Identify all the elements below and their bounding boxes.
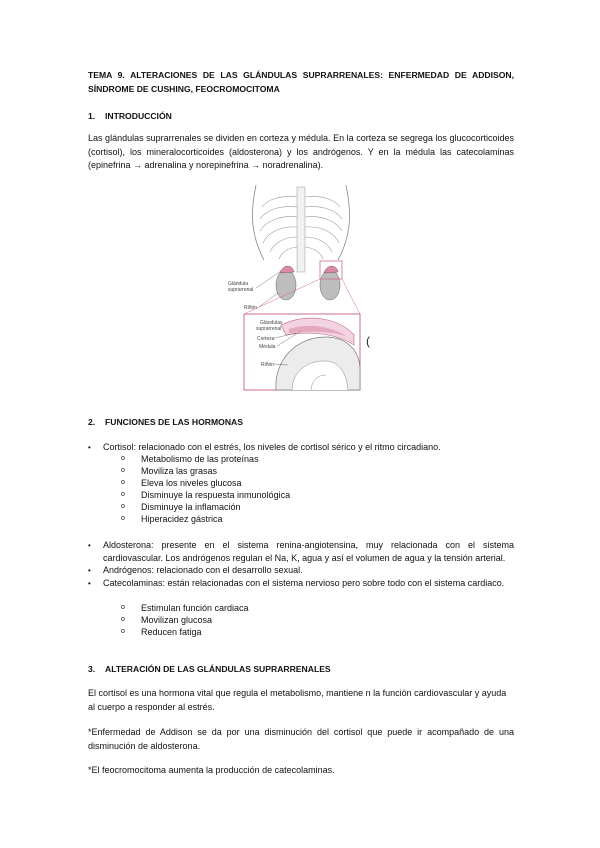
section-3-heading	[88, 664, 331, 674]
bullet-marker: •	[88, 541, 91, 550]
sub-bullet-text: Disminuye la inflamación	[141, 502, 241, 512]
section-number: 2.	[88, 417, 96, 427]
detail-label-medulla: Médula	[259, 344, 276, 350]
bullet-text: Cortisol: relacionado con el estrés, los niveles de cortisol sérico y el ritmo circadiano.	[103, 442, 441, 452]
label-adrenal-2: suprarrenal	[228, 287, 254, 293]
sub-bullet-text: Hiperacidez gástrica	[141, 514, 223, 524]
sub-bullet-marker: o	[121, 515, 125, 522]
catecolaminas-item	[121, 626, 202, 638]
section-number: 1.	[88, 111, 96, 121]
sub-bullet-text: Estimulan función cardiaca	[141, 603, 249, 613]
cortisol-item	[121, 513, 223, 525]
side-mark: (	[366, 334, 370, 348]
document-title: TEMA 9. ALTERACIONES DE LAS GLÁNDULAS SUPRARRENALES: ENFERMEDAD DE ADDISON, SÍNDROME DE CUSHING, FEOCROMOCITOMA	[88, 70, 514, 94]
bullet-text: Andrógenos: relacionado con el desarrollo sexual.	[103, 565, 303, 575]
sub-bullet-marker: o	[121, 604, 125, 611]
sub-bullet-marker: o	[121, 467, 125, 474]
bullet-catecolaminas	[88, 577, 514, 590]
label-adrenal-1: Glándula	[228, 281, 249, 287]
section-title: FUNCIONES DE LAS HORMONAS	[105, 417, 243, 427]
cortisol-item	[121, 477, 242, 489]
sub-bullet-text: Metabolismo de las proteínas	[141, 454, 259, 464]
sub-bullet-marker: o	[121, 491, 125, 498]
sub-bullet-text: Movilizan glucosa	[141, 615, 213, 625]
adrenal-glands-illustration	[226, 185, 376, 393]
bullet-text: Aldosterona: presente en el sistema renina-angiotensina, muy relacionada con el sistema cardiovascular. Los andrógenos regulan el Na, K, agua y así el volumen de agua y la tensión arterial.	[103, 540, 514, 563]
sub-bullet-marker: o	[121, 616, 125, 623]
sub-bullet-marker: o	[121, 503, 125, 510]
cortisol-item	[121, 453, 259, 465]
detail-label-glands: Glándulas	[260, 320, 283, 326]
intro-paragraph: Las glándulas suprarrenales se dividen en corteza y médula. En la corteza se segrega los glucocorticoides (cortisol), los mineralocorticoides (aldosterona) y los andrógenos. Y en la médula las catecolaminas (epinefrina → adrenalina y norepinefrina → noradrenalina).	[88, 133, 514, 170]
bullet-androgenos	[88, 564, 514, 577]
section-number: 3.	[88, 664, 96, 674]
section-title: INTRODUCCIÓN	[105, 111, 172, 121]
section-3-paragraph-1: El cortisol es una hormona vital que regula el metabolismo, mantiene n la función cardiovascular y ayuda al cuerpo a responder al estrés.	[88, 688, 507, 712]
section-3-paragraph-3: *El feocromocitoma aumenta la producción de catecolaminas.	[88, 765, 335, 775]
bullet-marker: •	[88, 566, 91, 575]
detail-label-cortex: Corteza	[257, 336, 275, 342]
cortisol-item	[121, 501, 241, 513]
detail-label-adrenal: suprarrenal	[256, 326, 282, 332]
sub-bullet-text: Disminuye la respuesta inmunológica	[141, 490, 291, 500]
section-3-paragraph-2: *Enfermedad de Addison se da por una disminución del cortisol que puede ir acompañado de una disminución de aldosterona.	[88, 727, 514, 751]
bullet-aldosterona	[88, 539, 514, 565]
section-1-heading	[88, 111, 172, 121]
sub-bullet-text: Moviliza las grasas	[141, 466, 218, 476]
bullet-marker: •	[88, 443, 91, 452]
bullet-marker: •	[88, 579, 91, 588]
sub-bullet-text: Reducen fatiga	[141, 627, 202, 637]
detail-label-kidney: Riñón	[261, 362, 275, 368]
bullet-text: Catecolaminas: están relacionadas con el sistema nervioso pero sobre todo con el sistema cardiaco.	[103, 578, 505, 588]
sub-bullet-text: Eleva los niveles glucosa	[141, 478, 242, 488]
section-2-heading	[88, 417, 243, 427]
catecolaminas-item	[121, 602, 249, 614]
section-title: ALTERACIÓN DE LAS GLÁNDULAS SUPRARRENALES	[105, 664, 331, 674]
sub-bullet-marker: o	[121, 479, 125, 486]
cortisol-item	[121, 489, 290, 501]
cortisol-item	[121, 465, 217, 477]
sub-bullet-marker: o	[121, 455, 125, 462]
label-kidney: Riñón	[244, 305, 258, 311]
sub-bullet-marker: o	[121, 628, 125, 635]
catecolaminas-item	[121, 614, 212, 626]
